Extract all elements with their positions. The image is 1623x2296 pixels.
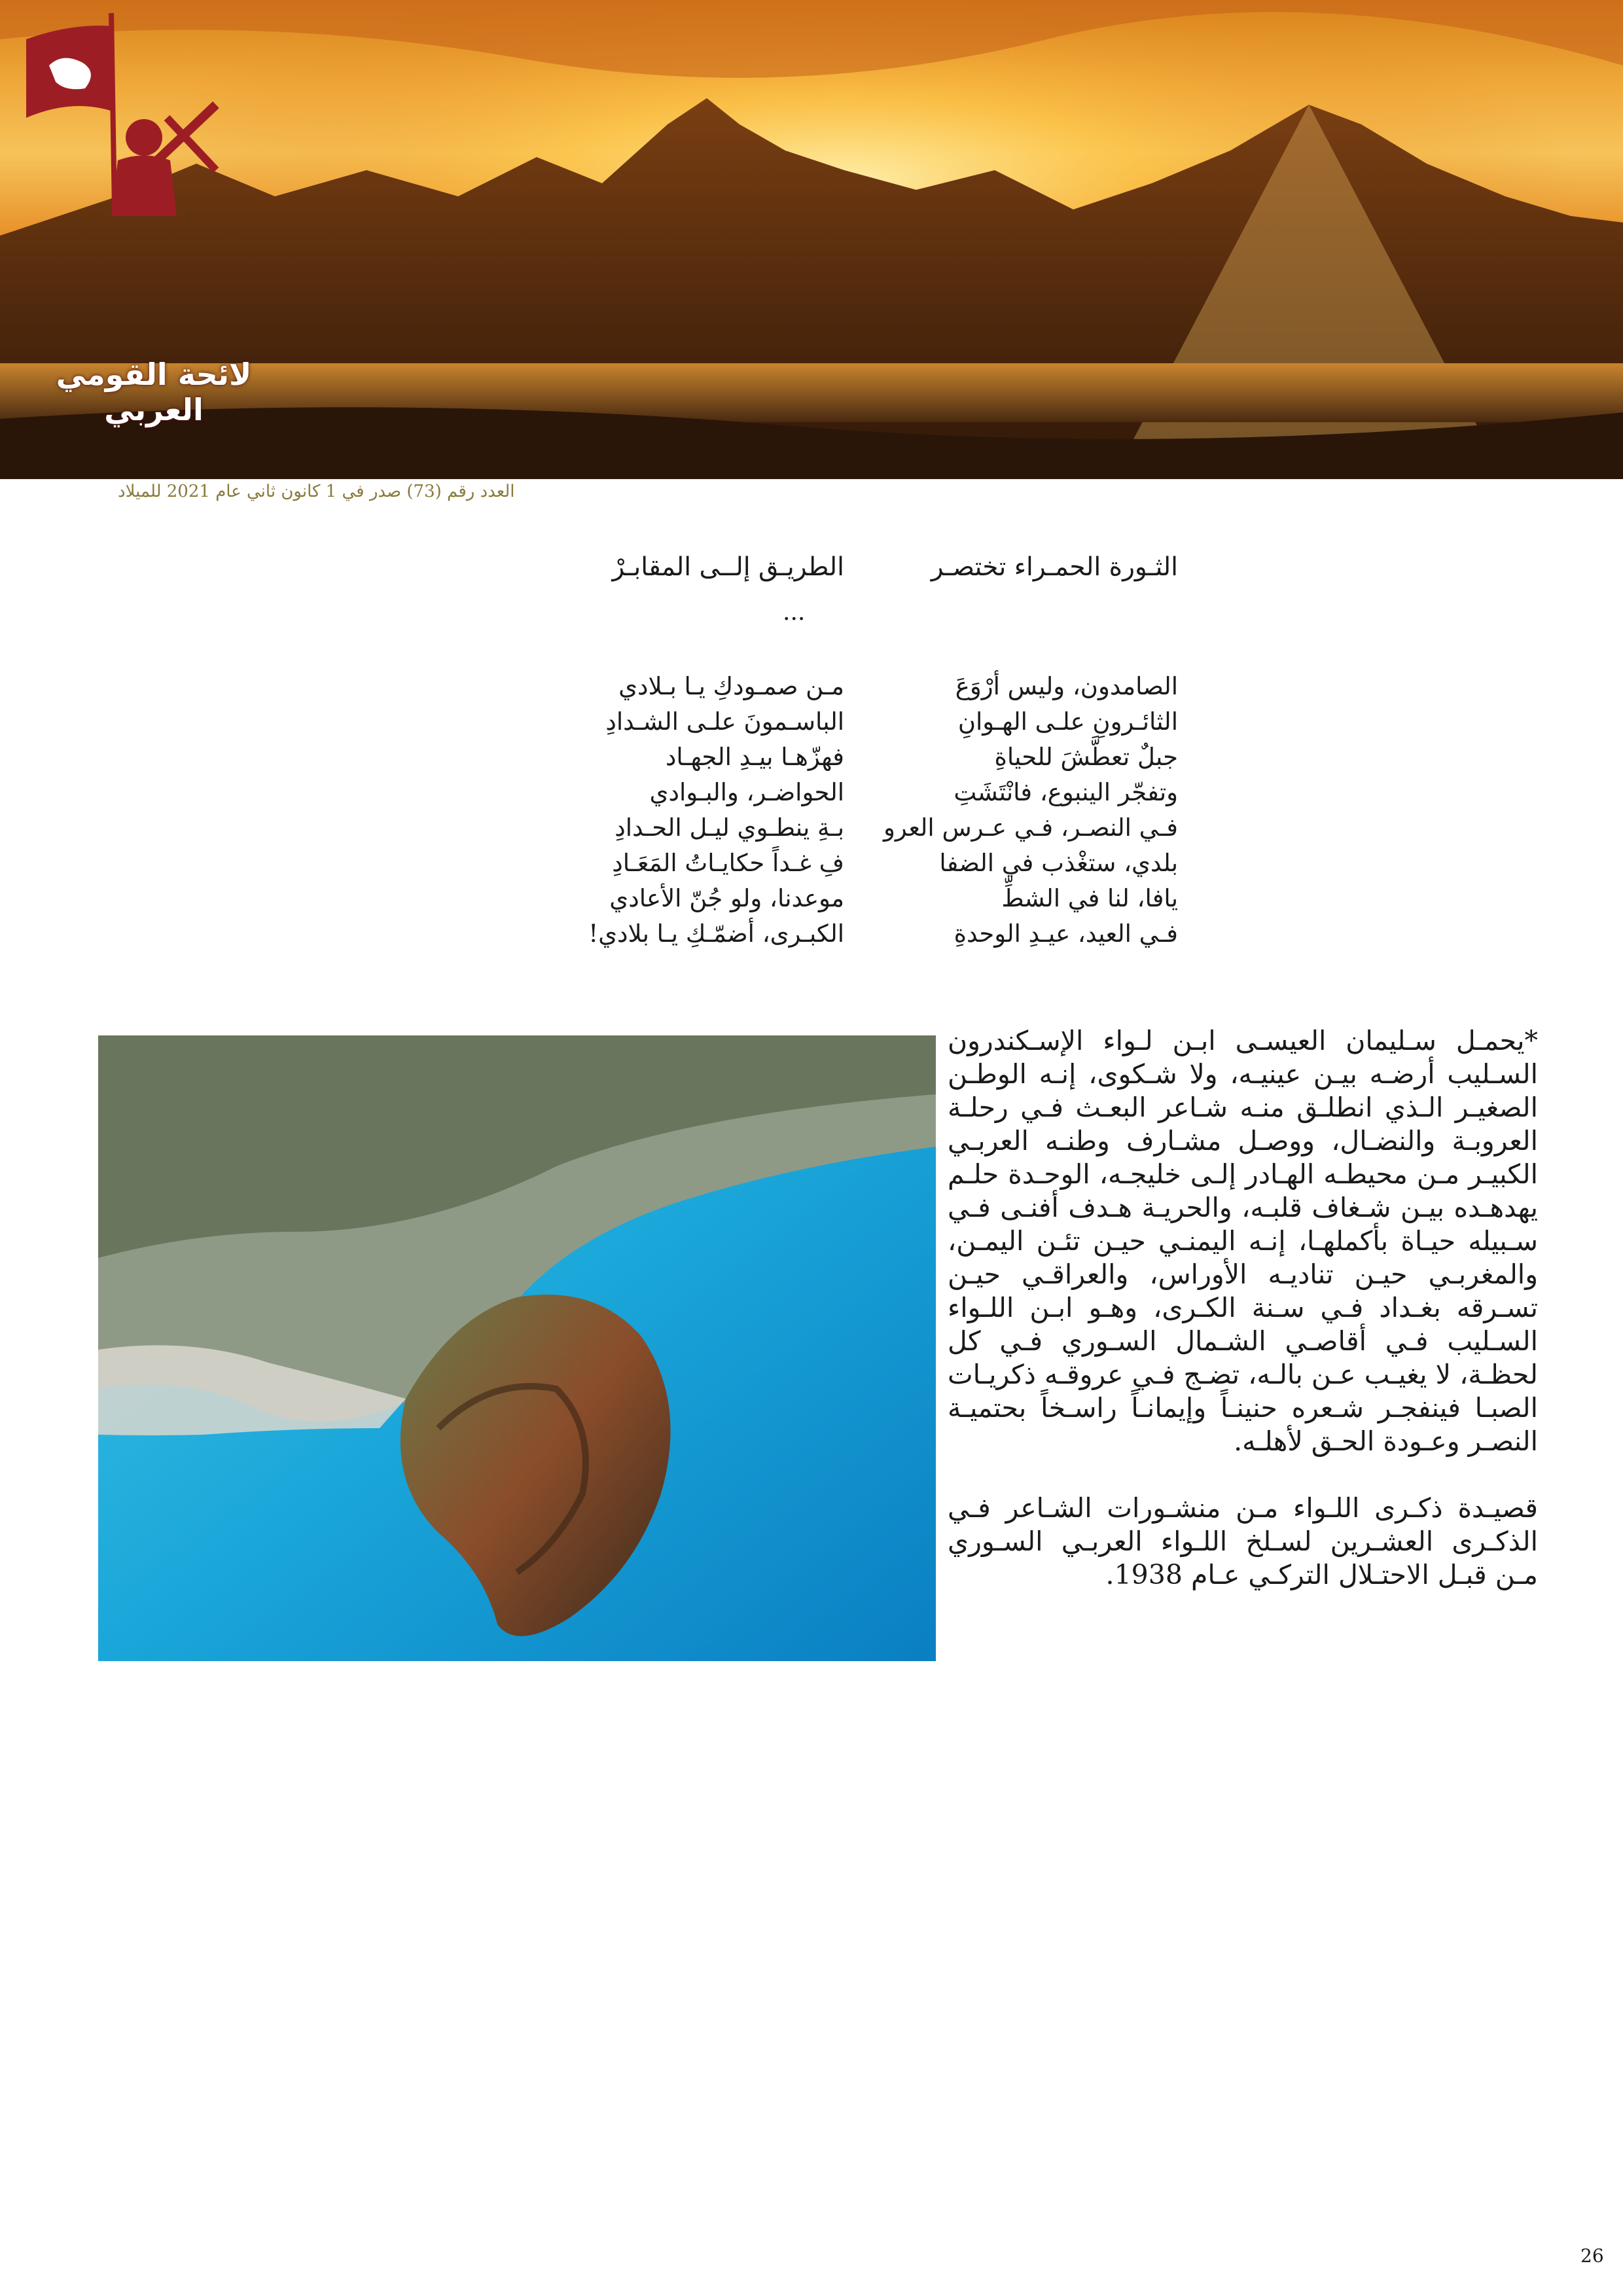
- verse-left: الباسـمونَ علـى الشـدادِ: [605, 708, 844, 736]
- verse-left: الكبـرى، أضمّـكِ يـا بلادي!: [588, 920, 844, 948]
- verse-left: فهزّهـا بيـدِ الجهـاد: [665, 743, 844, 771]
- poem-title-left: الطريـق إلــى المقابـرْ: [612, 552, 844, 582]
- verse-left: مـن صمـودكِ يـا بـلادي: [618, 672, 844, 700]
- article-paragraph: قصيـدة ذكـرى اللـواء مـن منشـورات الشـاعر فـي الذكـرى العشـرين لسـلخ اللـواء العربـي السـوري مـن قبـل الاحتـلال التركـي عـام 1938.: [948, 1492, 1538, 1590]
- verse-right: فـي العيد، عيـدِ الوحدةِ: [954, 920, 1178, 948]
- verse-right: وتفجّر الينبوع، فانْتَشَتِ: [954, 778, 1178, 806]
- verse-right: جبلٌ تعطَّشَ للحياةِ: [994, 743, 1178, 771]
- verse-left: الحواضـر، والبـوادي: [649, 778, 844, 806]
- article-text: [948, 1024, 1538, 1625]
- verse-right: يافا، لنا في الشطِّ: [1001, 884, 1178, 912]
- verse-left: فِ غـداً حكايـاتُ المَعَـادِ: [612, 849, 844, 877]
- poem-ellipsis: ...: [783, 599, 806, 626]
- verse-line: [425, 916, 1178, 952]
- verse-line: [425, 669, 1178, 704]
- verse-line: [425, 881, 1178, 916]
- verse-right: الثائـرونِ علـى الهـوانِ: [957, 708, 1178, 736]
- poem-title: [425, 550, 1178, 585]
- header-banner: [0, 0, 1623, 479]
- verse-line: [425, 775, 1178, 810]
- verse-line: [425, 704, 1178, 740]
- page-number: 26: [1580, 2245, 1604, 2267]
- poem-verses: [425, 669, 1178, 952]
- poem-title-right: الثـورة الحمـراء تختصـر: [931, 552, 1178, 582]
- verse-right: الصامدون، وليس أرْوَعَ: [955, 672, 1178, 700]
- article-paragraph: *يحمـل سـليمان العيسـى ابـن لـواء الإسـكندرون السـليب أرضـه بيـن عينيـه، ولا شـكوى، إنـه الوطـن الصغيـر الـذي انطلـق منـه شـاعر البعـث فـي رحلـة العروبـة والنضـال، ووصـل مشـارف وطنـه العربـي الكبيـر مـن محيطـه الهـادر إلـى خليجـه، الوحـدة حلـم يهدهـده بيـن شـغاف قلبـه، والحريـة هـدف أفنـى فـي سـبيله حيـاة بأكملهـا، إنـه اليمنـي حيـن تئـن اليمـن، والمغربـي حيـن تناديـه الأوراس، والعراقـي حيـن تسـرقه بغـداد فـي سـنة الكـرى، وهـو ابـن اللـواء السـليب فـي أقاصـي الشـمال السـوري فـي كل لحظـة، لا يغيـب عـن بالـه، تضـج فـي عروقـه ذكريـات الصبـا فينفجـر شـعره حنينـاً وإيمانـاً راسـخاً بحتميـة النصـر وعـودة الحـق لأهلـه.: [948, 1025, 1538, 1457]
- verse-left: موعدنا، ولو جُنّ الأعادي: [609, 884, 844, 912]
- coastal-photo: [98, 1035, 936, 1661]
- verse-right: بلدي، ستغْذب في الضفا: [939, 849, 1178, 877]
- issue-line: العدد رقم (73) صدر في 1 كانون ثاني عام 2021 للميلاد: [118, 482, 515, 501]
- logo-text: لائحة القومي العربي: [56, 357, 252, 427]
- coastline-image: [98, 1035, 936, 1661]
- verse-right: فـي النصـر، فـي عـرس العرو: [883, 814, 1178, 842]
- logo-icon: [0, 0, 262, 268]
- verse-left: بـةِ ينطـوي ليـل الحـدادِ: [615, 814, 844, 842]
- verse-line: [425, 740, 1178, 775]
- verse-line: [425, 810, 1178, 846]
- verse-line: [425, 846, 1178, 881]
